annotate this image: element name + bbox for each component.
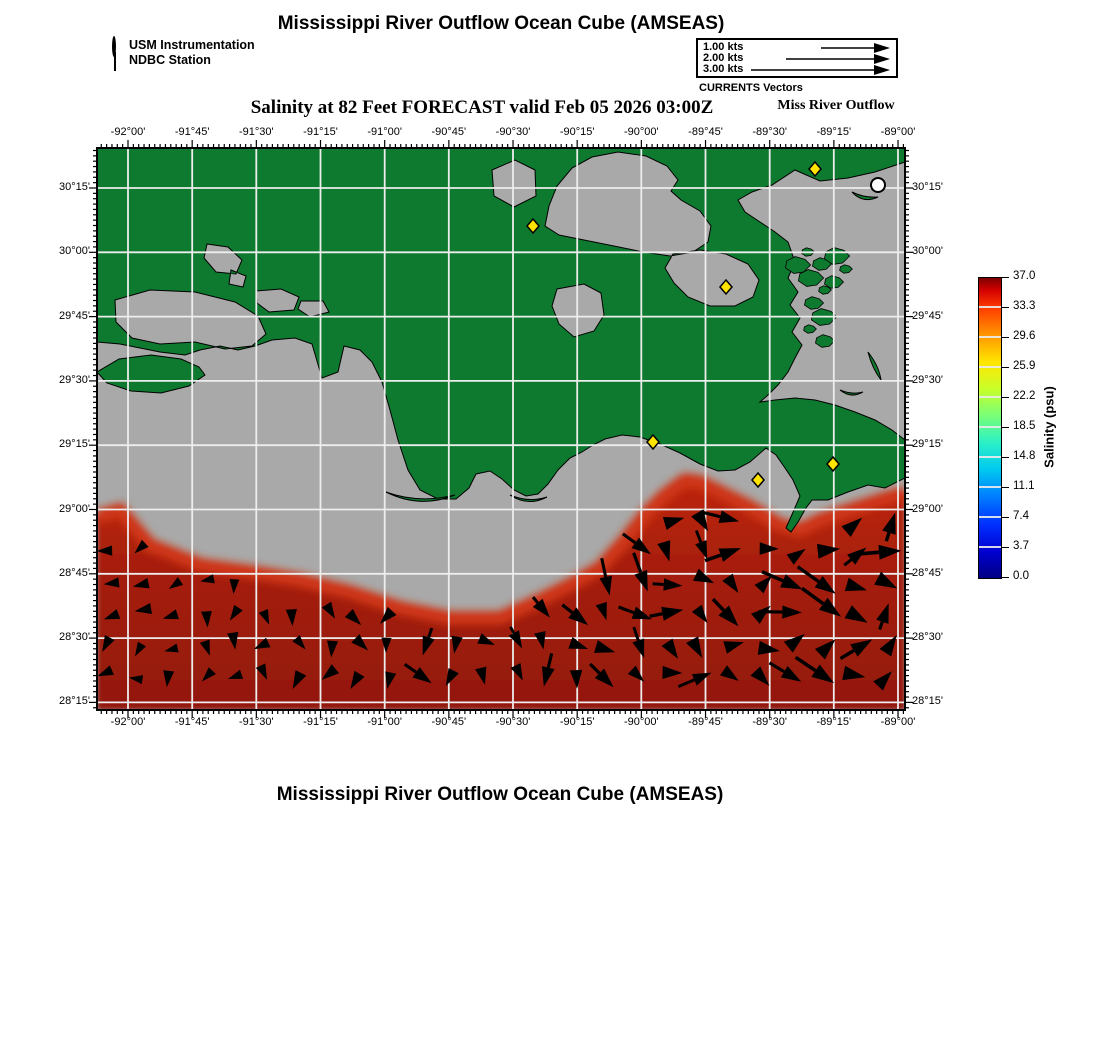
axis-tick-label: -91°45' xyxy=(174,126,210,138)
ndbc-diamond-icon xyxy=(112,53,126,67)
axis-tick-label: -90°45' xyxy=(431,126,467,138)
axis-tick-label: -90°30' xyxy=(495,126,531,138)
axis-tick-label: -89°30' xyxy=(752,126,788,138)
axis-tick-label: -90°15' xyxy=(559,716,595,728)
ndbc-label: NDBC Station xyxy=(129,52,211,67)
axis-tick-label: 28°30' xyxy=(59,631,90,644)
axis-tick-label: 29°15' xyxy=(912,438,943,451)
axis-tick-label: 28°45' xyxy=(912,566,943,579)
colorbar-gradient xyxy=(979,278,1001,578)
usm-circle-icon xyxy=(112,38,126,52)
station-legend xyxy=(112,37,255,67)
axis-tick-label: -91°15' xyxy=(303,716,338,728)
axis-tick-label: 28°30' xyxy=(912,631,943,644)
colorbar-tick-label: 0.0 xyxy=(1013,570,1029,582)
colorbar-tick-label: 7.4 xyxy=(1013,510,1029,522)
currents-vector-legend-box xyxy=(696,38,898,78)
vector-scale-1: 1.00 kts xyxy=(703,41,744,53)
axis-tick-label: -92°00' xyxy=(110,126,146,138)
axis-tick-label: 28°45' xyxy=(59,566,90,579)
axis-tick-label: -91°15' xyxy=(303,126,338,138)
axis-tick-label: -89°45' xyxy=(688,716,723,728)
colorbar-tick-label: 3.7 xyxy=(1013,540,1029,552)
axis-tick-label: 29°00' xyxy=(59,502,90,515)
axis-tick-label: 29°30' xyxy=(912,373,943,386)
colorbar-tick-label: 29.6 xyxy=(1013,330,1036,342)
axis-tick-label: 29°00' xyxy=(912,502,943,515)
axis-tick-label: -91°45' xyxy=(174,716,210,728)
axis-tick-label: -90°00' xyxy=(623,716,659,728)
legend-row-ndbc xyxy=(112,52,255,67)
axis-tick-label: -91°00' xyxy=(367,716,403,728)
axis-tick-label: -89°15' xyxy=(816,716,852,728)
main-title: Mississippi River Outflow Ocean Cube (AMSEAS) xyxy=(277,13,725,34)
salinity-colorbar xyxy=(978,277,1002,579)
axis-tick-label: -90°00' xyxy=(623,126,659,138)
colorbar-tick-label: 37.0 xyxy=(1013,270,1036,282)
legend-row-usm xyxy=(112,37,255,52)
axis-tick-label: 29°30' xyxy=(59,373,90,386)
colorbar-title: Salinity (psu) xyxy=(1041,386,1057,468)
axis-tick-label: -90°15' xyxy=(559,126,595,138)
axis-tick-label: -92°00' xyxy=(110,716,146,728)
axis-tick-label: 28°15' xyxy=(59,695,90,708)
footer-title: Mississippi River Outflow Ocean Cube (AMSEAS) xyxy=(276,784,724,805)
axis-tick-label: -89°30' xyxy=(752,716,788,728)
axis-tick-label: -89°15' xyxy=(816,126,852,138)
usm-station-marker xyxy=(871,178,885,192)
axis-tick-label: -90°45' xyxy=(431,716,467,728)
axis-tick-label: 28°15' xyxy=(912,695,943,708)
forecast-subtitle: Salinity at 82 Feet FORECAST valid Feb 05 2026 03:00Z xyxy=(250,97,714,118)
axis-tick-label: 29°15' xyxy=(59,438,90,451)
axis-tick-label: 30°00' xyxy=(912,245,943,258)
axis-tick-label: 30°00' xyxy=(59,245,90,258)
axis-tick-label: -89°45' xyxy=(688,126,723,138)
vector-legend-caption: CURRENTS Vectors xyxy=(699,82,803,94)
vector-scale-2: 2.00 kts xyxy=(703,52,744,64)
colorbar-tick-label: 22.2 xyxy=(1013,390,1036,402)
axis-tick-label: -90°30' xyxy=(495,716,531,728)
colorbar-tick-label: 11.1 xyxy=(1013,480,1035,492)
axis-tick-label: -91°00' xyxy=(367,126,403,138)
axis-tick-label: 30°15' xyxy=(912,181,943,193)
axis-tick-label: -91°30' xyxy=(238,126,274,138)
axis-tick-label: 29°45' xyxy=(912,309,943,322)
colorbar-tick-label: 25.9 xyxy=(1013,360,1036,372)
vector-scale-3: 3.00 kts xyxy=(703,63,744,75)
axis-tick-label: -91°30' xyxy=(238,716,274,728)
colorbar-tick-label: 18.5 xyxy=(1013,420,1036,432)
salinity-map xyxy=(89,140,913,718)
colorbar-tick-label: 33.3 xyxy=(1013,300,1036,312)
miss-river-outflow-label: Miss River Outflow xyxy=(777,98,895,113)
axis-tick-label: -89°00' xyxy=(880,126,916,138)
axis-tick-label: 30°15' xyxy=(59,181,90,193)
colorbar-tick-label: 14.8 xyxy=(1013,450,1036,462)
axis-tick-label: 29°45' xyxy=(59,309,90,322)
usm-label: USM Instrumentation xyxy=(129,37,255,52)
axis-tick-label: -89°00' xyxy=(880,716,916,728)
